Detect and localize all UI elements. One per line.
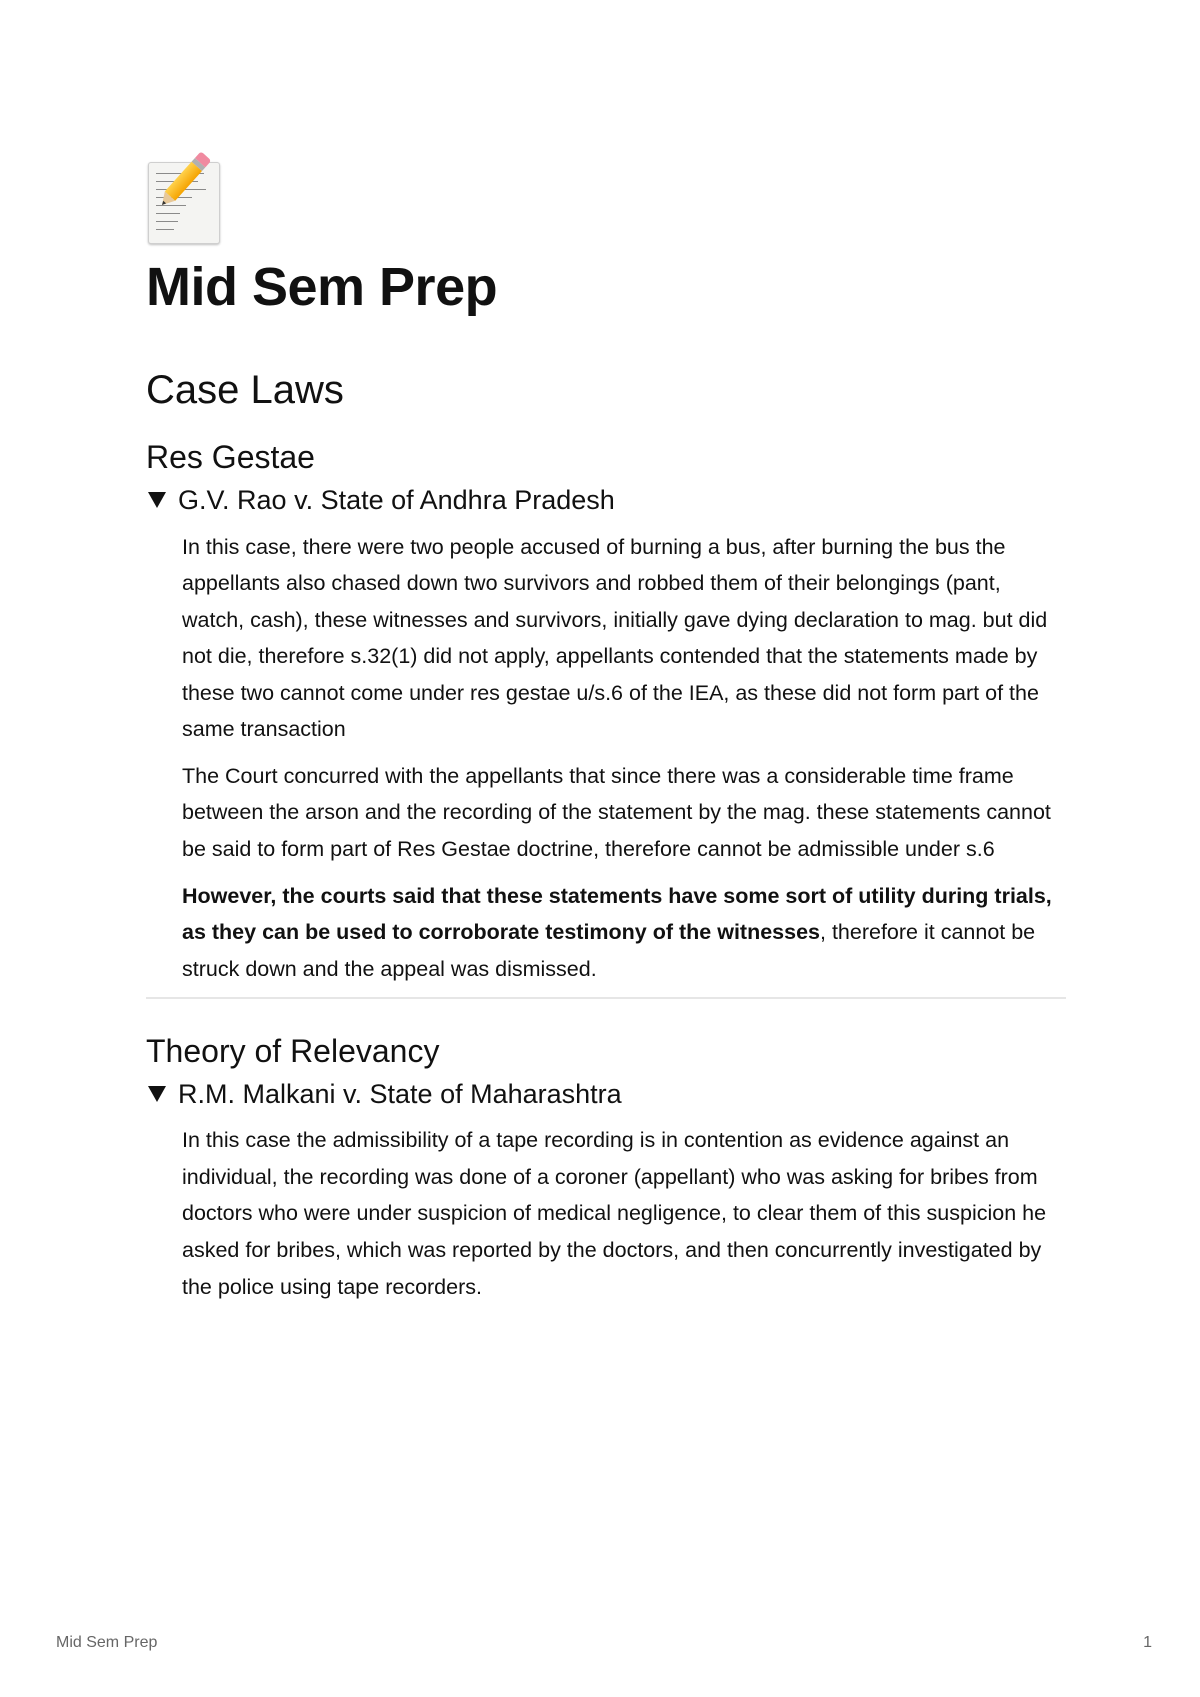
memo-pencil-icon [146, 158, 226, 244]
bold-text: However, the courts said that these statements have some sort of utility during trials, as they can be used to corroborate testimony of the witnesses [182, 883, 1052, 945]
paragraph [182, 878, 1066, 988]
toggle-rm-malkani [146, 1078, 1066, 1305]
toggle-gv-rao [146, 484, 1066, 987]
footer-title: Mid Sem Prep [56, 1634, 158, 1651]
page-title: Mid Sem Prep [146, 257, 498, 317]
heading-case-laws: Case Laws [146, 368, 344, 413]
paragraph: The Court concurred with the appellants that since there was a considerable time frame between the arson and the recording of the statement by the mag. these statements cannot be said to form part of Res Gestae doctrine, therefore cannot be admissible under s.6 [182, 763, 1051, 861]
paragraph-text: , therefore it cannot be struck down and the appeal was dismissed. [182, 920, 1036, 981]
triangle-down-icon[interactable] [148, 1086, 166, 1102]
toggle-title: R.M. Malkani v. State of Maharashtra [178, 1078, 622, 1109]
toggle-header-gv-rao[interactable] [146, 484, 1066, 516]
triangle-down-icon[interactable] [148, 492, 166, 508]
paragraph: In this case, there were two people accused of burning a bus, after burning the bus the appellants also chased down two survivors and robbed them of their belongings (pant, watch, cash), these witnesses and survivors, initially gave dying declaration to mag. but did not die, therefore s.32(1) did not apply, appellants contended that the statements made by these two cannot come under res gestae u/s.6 of the IEA, as these did not form part of the same transaction [182, 534, 1048, 742]
toggle-content [146, 1122, 1066, 1305]
footer-page-number: 1 [1143, 1634, 1152, 1651]
heading-theory-of-relevancy: Theory of Relevancy [146, 1033, 440, 1070]
toggle-content [146, 529, 1066, 988]
heading-res-gestae: Res Gestae [146, 439, 315, 476]
toggle-title: G.V. Rao v. State of Andhra Pradesh [178, 485, 615, 516]
divider [146, 997, 1066, 999]
toggle-header-rm-malkani[interactable] [146, 1078, 1066, 1110]
document-page [146, 158, 1066, 1315]
paragraph: In this case the admissibility of a tape recording is in contention as evidence against an individual, the recording was done of a coroner (appellant) who was asking for bribes from doctors who were under suspicion of medical negligence, to clear them of this suspicion he asked for bribes, which was reported by the doctors, and then concurrently investigated by the police using tape recorders. [182, 1128, 1047, 1299]
